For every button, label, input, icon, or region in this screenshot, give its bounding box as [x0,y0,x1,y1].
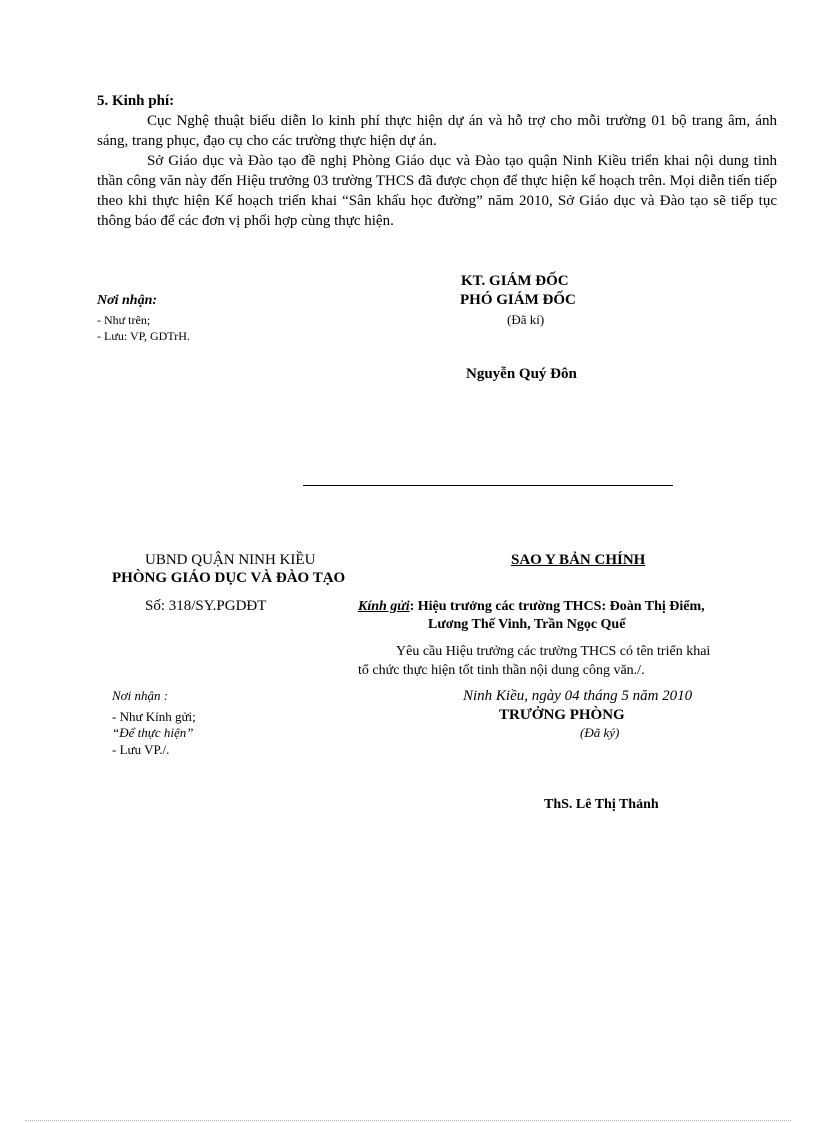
request-text-2: tổ chức thực hiện tốt tinh thần nội dung công văn./. [358,663,645,678]
paragraph-funding-text: Cục Nghệ thuật biểu diễn lo kinh phí thực hiện dự án và hỗ trợ cho mỗi trường 01 bộ trang âm, ánh sáng, trang phục, đạo cụ cho các trường thực hiện dự án. [97,113,777,149]
recipients-title: Nơi nhận: [97,293,158,308]
signer-name: Nguyễn Quý Đôn [466,366,577,382]
document-number: Số: 318/SY.PGDĐT [145,598,267,614]
org-name: UBND QUẬN NINH KIỀU [145,552,316,568]
head-signed-status: (Đã ký) [580,725,620,740]
addressee-label: Kính gửi [358,599,410,614]
addressee-text: : Hiệu trưởng các trường THCS: Đoàn Thị Điểm, [409,599,705,614]
recipient-item: - Như trên; [97,313,151,327]
signature-title-1: KT. GIÁM ĐỐC [461,273,569,289]
recipient-item-2-note: “Để thực hiện” [112,725,194,740]
recipient-item: - Lưu: VP, GDTrH. [97,329,190,343]
signature-status: (Đã kí) [507,312,545,327]
date-line: Ninh Kiều, ngày 04 tháng 5 năm 2010 [463,688,693,704]
copy-title: SAO Y BẢN CHÍNH [511,552,646,568]
page-bottom-border [25,1120,791,1121]
addressee-line-2: Lương Thế Vinh, Trần Ngọc Quế [428,617,626,632]
paragraph-funding [97,111,777,151]
recipients-title-2: Nơi nhận : [112,688,169,703]
recipient-item-2: - Như Kính gửi; [112,709,196,724]
section-heading: 5. Kinh phí: [97,93,175,109]
recipient-item-2-archive: - Lưu VP./. [112,742,170,757]
divider-line [303,485,673,486]
head-name: ThS. Lê Thị Thảnh [544,797,659,812]
addressee-line [358,599,705,615]
paragraph-request [97,151,777,231]
department-name: PHÒNG GIÁO DỤC VÀ ĐÀO TẠO [112,570,346,586]
paragraph-request-text: Sở Giáo dục và Đào tạo đề nghị Phòng Giáo dục và Đào tạo quận Ninh Kiều triển khai nội dung tinh thần công văn này đến Hiệu trưởng 03 trường THCS đã được chọn để thực hiện kế hoạch trên. Mọi diễn tiến tiếp theo khi thực hiện Kế hoạch triển khai “Sân khấu học đường” năm 2010, Sở Giáo dục và Đào tạo sẽ tiếp tục thông báo để các đơn vị phối hợp cùng thực hiện. [97,153,777,229]
request-text-1: Yêu cầu Hiệu trưởng các trường THCS có tên triển khai [396,644,711,659]
head-title: TRƯỞNG PHÒNG [499,707,625,723]
signature-title-2: PHÓ GIÁM ĐỐC [460,292,576,308]
